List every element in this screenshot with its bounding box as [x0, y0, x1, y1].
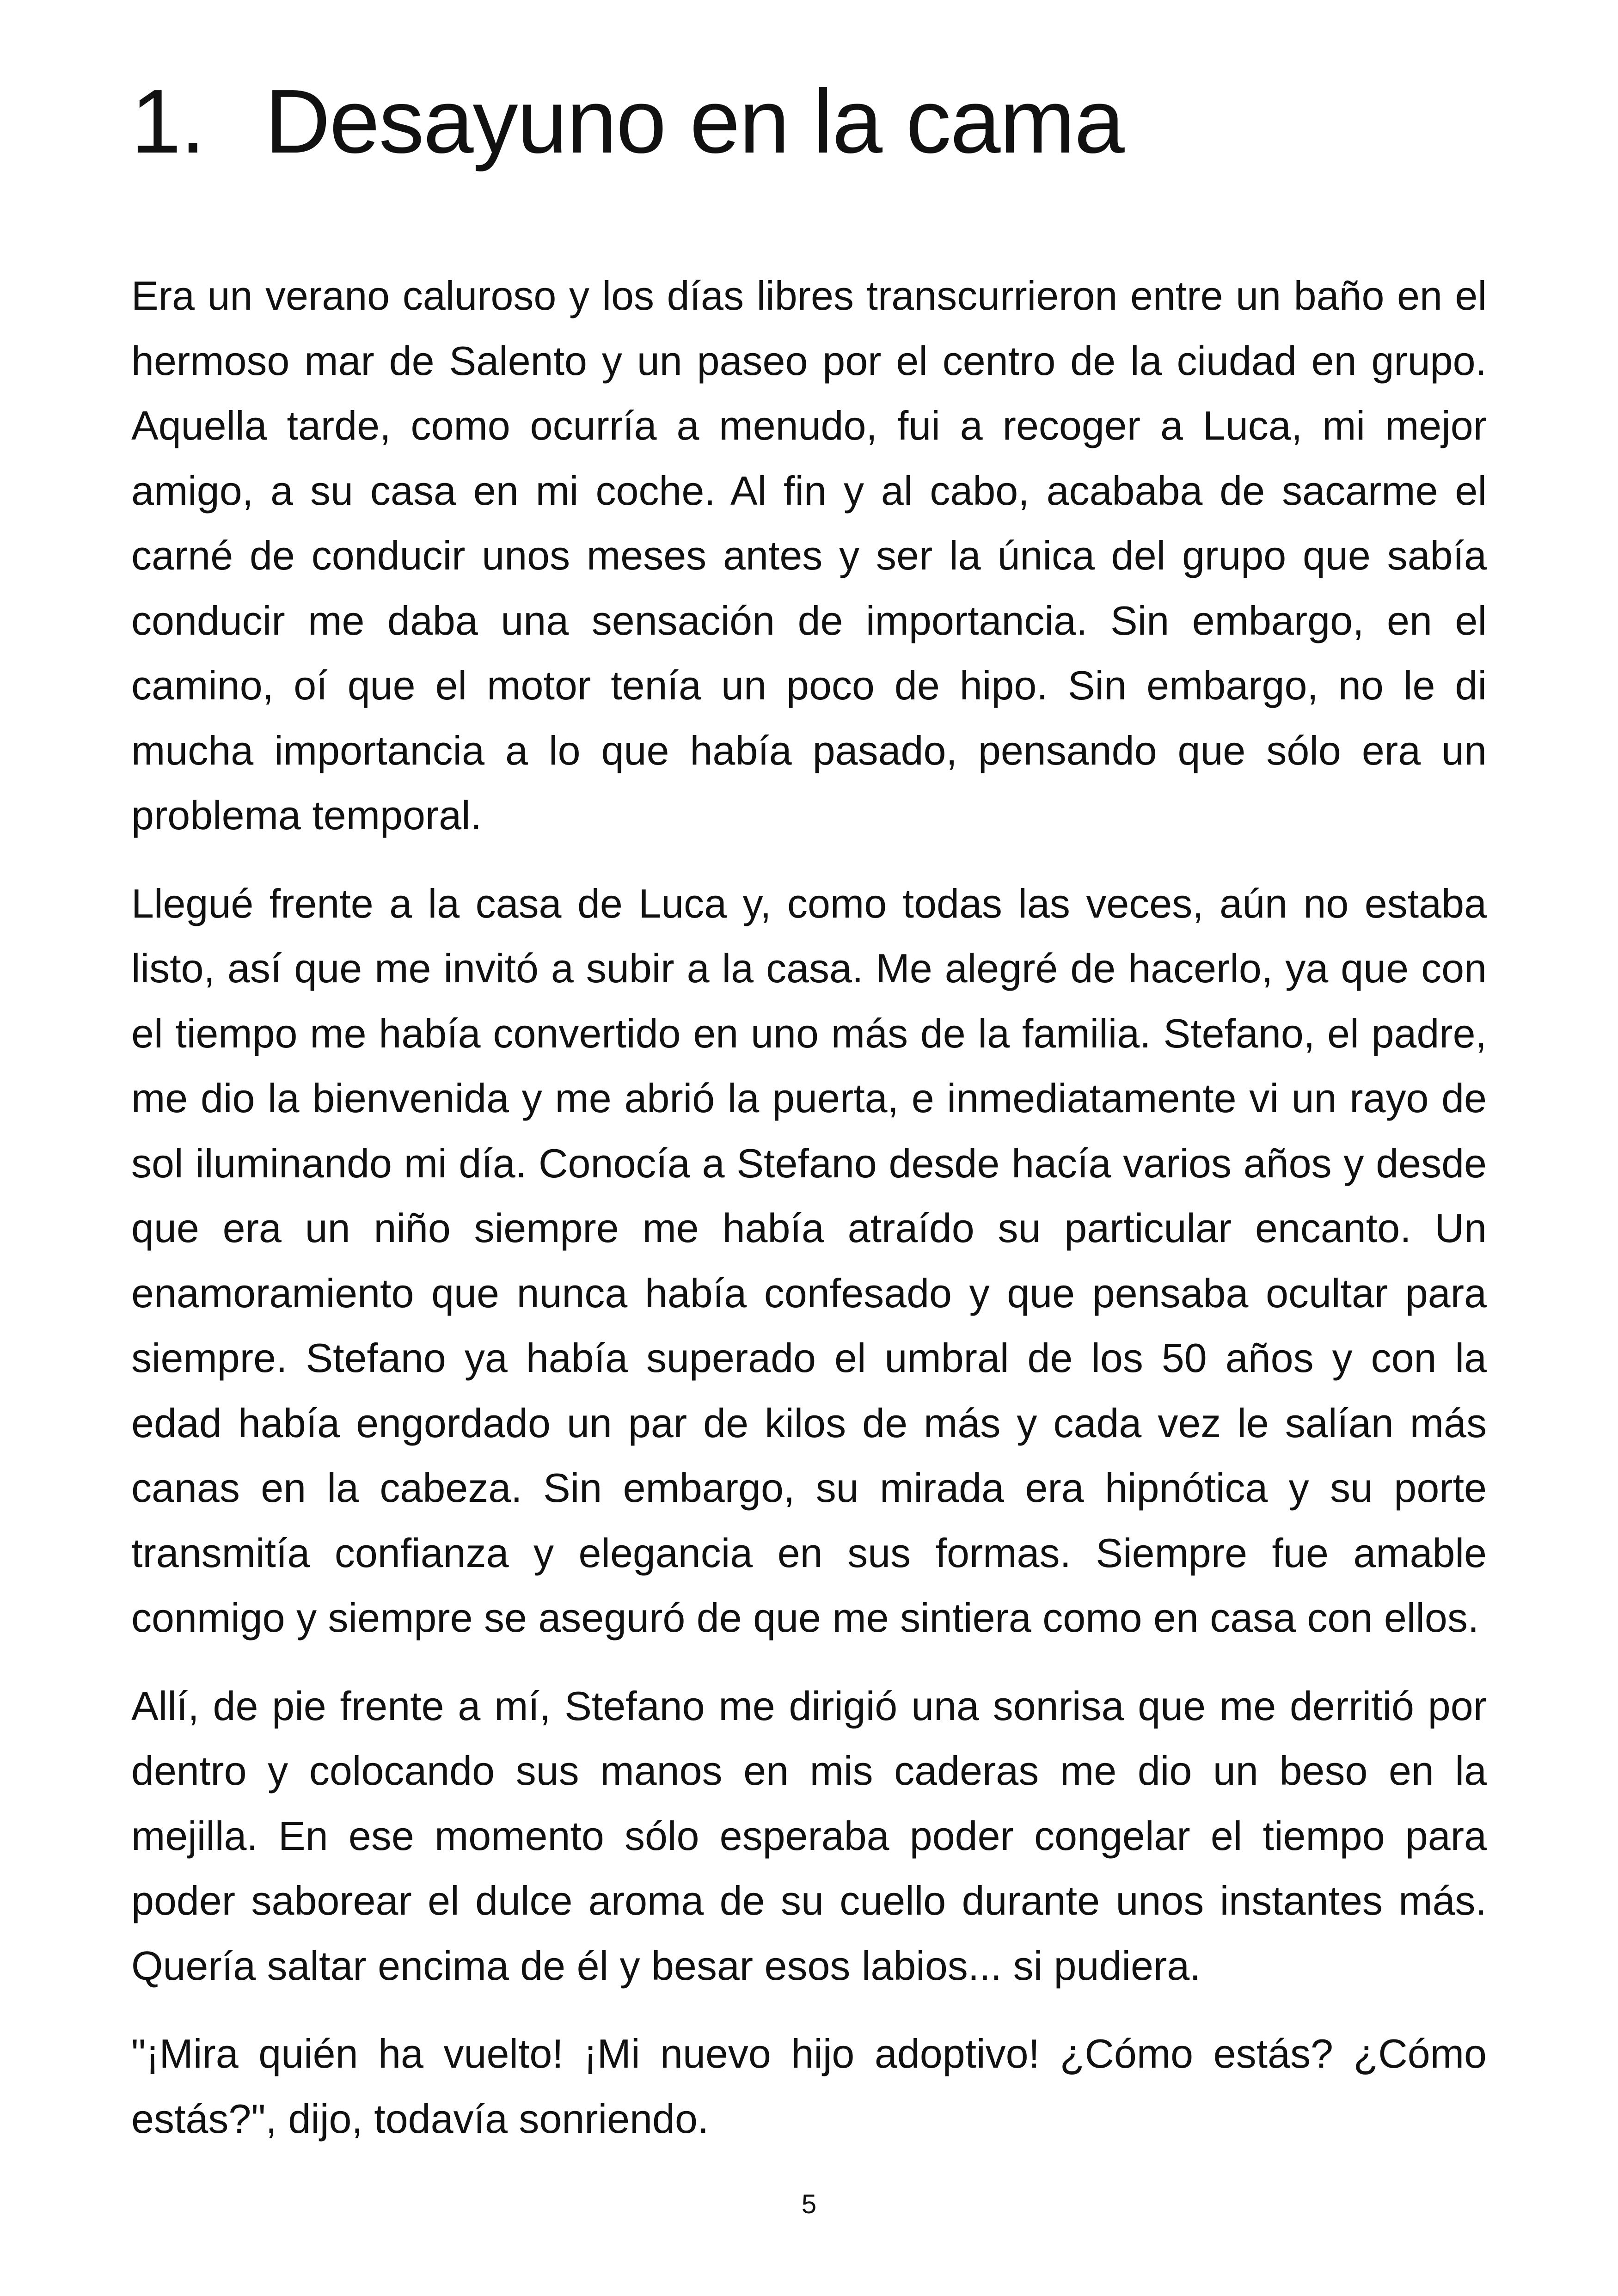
chapter-title	[131, 71, 1124, 172]
page-number: 5	[801, 2189, 817, 2219]
chapter-body	[131, 263, 1487, 2174]
paragraph: Allí, de pie frente a mí, Stefano me dirigió una sonrisa que me derritió por dentro y colocando sus manos en mis caderas me dio un beso en la mejilla. En ese momento sólo esperaba poder congelar el tiempo para poder saborear el dulce aroma de su cuello durante unos instantes más. Quería saltar encima de él y besar esos labios... si pudiera.	[131, 1683, 1487, 1989]
chapter-title-text: Desayuno en la cama	[265, 71, 1124, 172]
chapter-number: 1.	[131, 71, 205, 172]
paragraph: Era un verano caluroso y los días libres transcurrieron entre un baño en el hermoso mar de Salento y un paseo por el centro de la ciudad en grupo. Aquella tarde, como ocurría a menudo, fui a recoger a Luca, mi mejor amigo, a su casa en mi coche. Al fin y al cabo, acababa de sacarme el carné de conducir unos meses antes y ser la única del grupo que sabía conducir me daba una sensación de importancia. Sin embargo, en el camino, oí que el motor tenía un poco de hipo. Sin embargo, no le di mucha importancia a lo que había pasado, pensando que sólo era un problema temporal.	[131, 273, 1487, 838]
paragraph: "¡Mira quién ha vuelto! ¡Mi nuevo hijo adoptivo! ¿Cómo estás? ¿Cómo estás?", dijo, todavía sonriendo.	[131, 2031, 1487, 2142]
paragraph: Llegué frente a la casa de Luca y, como todas las veces, aún no estaba listo, así que me invitó a subir a la casa. Me alegré de hacerlo, ya que con el tiempo me había convertido en uno más de la familia. Stefano, el padre, me dio la bienvenida y me abrió la puerta, e inmediatamente vi un rayo de sol iluminando mi día. Conocía a Stefano desde hacía varios años y desde que era un niño siempre me había atraído su particular encanto. Un enamoramiento que nunca había confesado y que pensaba ocultar para siempre. Stefano ya había superado el umbral de los 50 años y con la edad había engordado un par de kilos de más y cada vez le salían más canas en la cabeza. Sin embargo, su mirada era hipnótica y su porte transmitía confianza y elegancia en sus formas. Siempre fue amable conmigo y siempre se aseguró de que me sintiera como en casa con ellos.	[131, 880, 1487, 1641]
